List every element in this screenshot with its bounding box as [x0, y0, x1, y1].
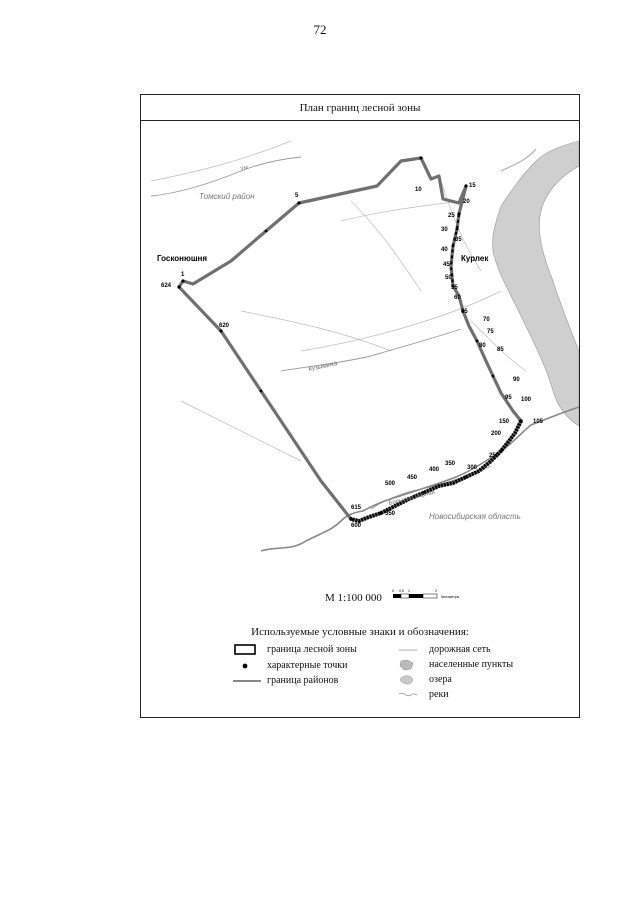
point-label: 350: [445, 461, 456, 467]
point-label: 30: [441, 227, 448, 233]
legend-label: граница районов: [267, 675, 339, 686]
river-ob-water: [493, 141, 579, 426]
point-label: 500: [385, 481, 396, 487]
point-label: 55: [451, 285, 458, 291]
point-label: 300: [467, 465, 478, 471]
scale-label: М 1:100 000: [325, 592, 382, 604]
road-swatch: [395, 643, 423, 657]
point-label: 90: [513, 377, 520, 383]
legend-title: Используемые условные знаки и обозначения:: [251, 626, 469, 638]
point-label: 60: [454, 295, 461, 301]
point-label: 95: [505, 395, 512, 401]
district-boundary-swatch: [233, 674, 261, 688]
lake-swatch: [395, 673, 423, 687]
scale-tick: 0: [392, 589, 394, 593]
map-frame: [140, 94, 580, 718]
label-river-bolshaya: Большая Черная: [388, 489, 436, 507]
point-label: 150: [499, 419, 510, 425]
point-label: 200: [491, 431, 502, 437]
point-label: 400: [429, 467, 440, 473]
point-label: 85: [497, 347, 504, 353]
point-label: 70: [483, 317, 490, 323]
scale-tick: 1: [408, 589, 410, 593]
scale-tick: 0,5: [399, 589, 404, 593]
district-boundary: [261, 407, 579, 551]
point-label: 550: [385, 511, 396, 517]
forest-boundary-swatch: [233, 643, 261, 657]
feature-point-swatch: [233, 659, 261, 673]
point-label: 35: [455, 237, 462, 243]
point-labels: [161, 183, 544, 529]
rivers: [151, 157, 491, 509]
label-river-kuzhmanka: Кузьманка: [308, 361, 339, 373]
scale-unit: Километры: [441, 595, 460, 599]
point-label: 450: [407, 475, 418, 481]
point-label: 615: [351, 505, 362, 511]
point-label: 65: [461, 309, 468, 315]
legend-label: реки: [429, 689, 449, 700]
point-label: 10: [415, 187, 422, 193]
point-label: 624: [161, 283, 172, 289]
legend-label: населенные пункты: [429, 659, 514, 670]
point-label: 600: [351, 523, 362, 529]
label-river-ush: Ум: [239, 164, 249, 173]
point-label: 80: [479, 343, 486, 349]
point-label: 40: [441, 247, 448, 253]
legend-label: озера: [429, 674, 452, 685]
settlement-swatch: [395, 658, 423, 672]
label-region-novosibirsk: Новосибирская область: [429, 512, 521, 521]
river-swatch: [395, 688, 423, 702]
point-label: 1: [181, 272, 185, 278]
legend-label: граница лесной зоны: [267, 644, 357, 655]
label-kurlek: Курлек: [461, 254, 489, 263]
forest-zone-map: [141, 121, 579, 591]
point-label: 50: [445, 275, 452, 281]
page-number: 72: [313, 22, 327, 37]
legend-label: дорожная сеть: [429, 644, 491, 655]
point-label: 75: [487, 329, 494, 335]
label-goskonyushnya: Госконюшня: [157, 254, 207, 263]
scale-tick: 2: [435, 589, 437, 593]
point-label: 5: [295, 193, 299, 199]
point-label: 20: [463, 199, 470, 205]
road-network: [151, 141, 526, 461]
map-title: План границ лесной зоны: [141, 95, 579, 121]
point-label: 100: [521, 397, 532, 403]
point-label: 620: [219, 323, 230, 329]
point-label: 250: [489, 453, 500, 459]
point-label: 105: [533, 419, 544, 425]
legend-label: характерные точки: [267, 660, 348, 671]
point-label: 45: [443, 262, 450, 268]
label-district-tomsk: Томский район: [199, 192, 255, 201]
point-label: 15: [469, 183, 476, 189]
scale-bar: [391, 588, 481, 604]
point-label: 25: [448, 213, 455, 219]
